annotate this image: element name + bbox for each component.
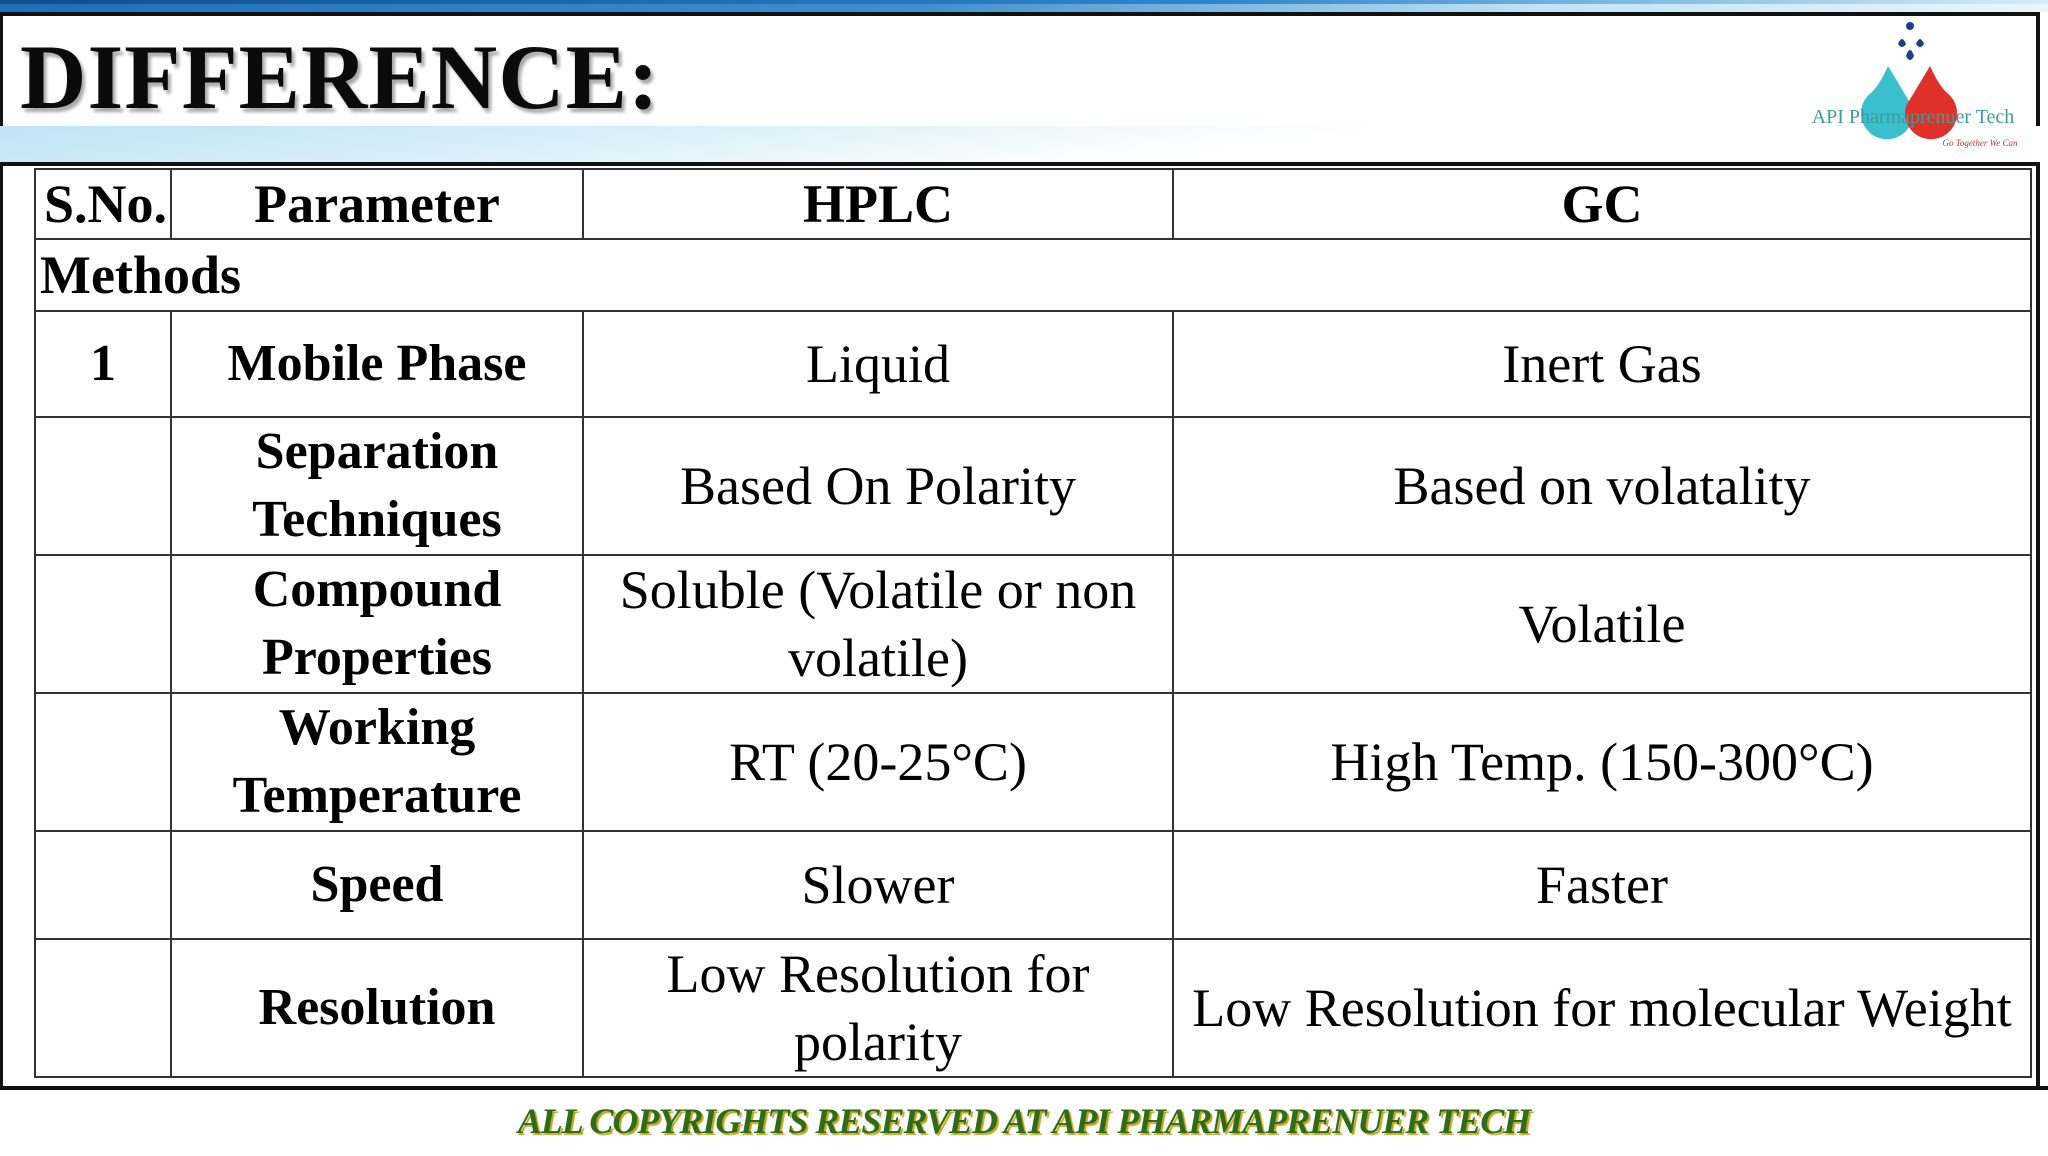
table-row xyxy=(35,311,2031,417)
column-header-sno: S.No. xyxy=(35,169,171,239)
table-header-row xyxy=(35,169,2031,239)
cell-gc: Based on volatality xyxy=(1173,417,2031,555)
cell-hplc: Liquid xyxy=(583,311,1173,417)
cell-sno: 1 xyxy=(35,311,171,417)
cell-parameter: Separation Techniques xyxy=(171,417,583,555)
cell-hplc: RT (20-25°C) xyxy=(583,693,1173,831)
page-title: DIFFERENCE: xyxy=(20,26,660,128)
cell-gc: Volatile xyxy=(1173,555,2031,693)
cell-gc: Faster xyxy=(1173,831,2031,939)
cell-hplc: Low Resolution for polarity xyxy=(583,939,1173,1077)
cell-hplc: Based On Polarity xyxy=(583,417,1173,555)
api-pharmaprenuer-logo xyxy=(1780,14,2040,154)
section-row xyxy=(35,239,2031,311)
cell-parameter: Compound Properties xyxy=(171,555,583,693)
cell-gc: Inert Gas xyxy=(1173,311,2031,417)
cell-sno xyxy=(35,555,171,693)
cell-sno xyxy=(35,693,171,831)
cell-parameter: Working Temperature xyxy=(171,693,583,831)
table-row xyxy=(35,417,2031,555)
cell-gc: Low Resolution for molecular Weight xyxy=(1173,939,2031,1077)
cell-hplc: Soluble (Volatile or non volatile) xyxy=(583,555,1173,693)
table-row xyxy=(35,939,2031,1077)
cell-sno xyxy=(35,831,171,939)
logo-brand-text: API Pharmaprenuer Tech xyxy=(1811,106,2015,128)
cell-parameter: Resolution xyxy=(171,939,583,1077)
column-header-gc: GC xyxy=(1173,169,2031,239)
cell-sno xyxy=(35,939,171,1077)
logo-tagline: Go Together We Can xyxy=(1942,138,2018,148)
cell-sno xyxy=(35,417,171,555)
cell-gc: High Temp. (150-300°C) xyxy=(1173,693,2031,831)
table-row xyxy=(35,693,2031,831)
top-decor-line xyxy=(0,0,2048,4)
table-row xyxy=(35,555,2031,693)
cell-parameter: Mobile Phase xyxy=(171,311,583,417)
column-header-hplc: HPLC xyxy=(583,169,1173,239)
comparison-table xyxy=(34,168,2032,1078)
cell-parameter: Speed xyxy=(171,831,583,939)
table-row xyxy=(35,831,2031,939)
column-header-parameter: Parameter xyxy=(171,169,583,239)
footer-copyright: ALL COPYRIGHTS RESERVED AT API PHARMAPRENUER TECH xyxy=(517,1101,1531,1141)
cell-hplc: Slower xyxy=(583,831,1173,939)
section-label-methods: Methods xyxy=(35,239,2031,311)
